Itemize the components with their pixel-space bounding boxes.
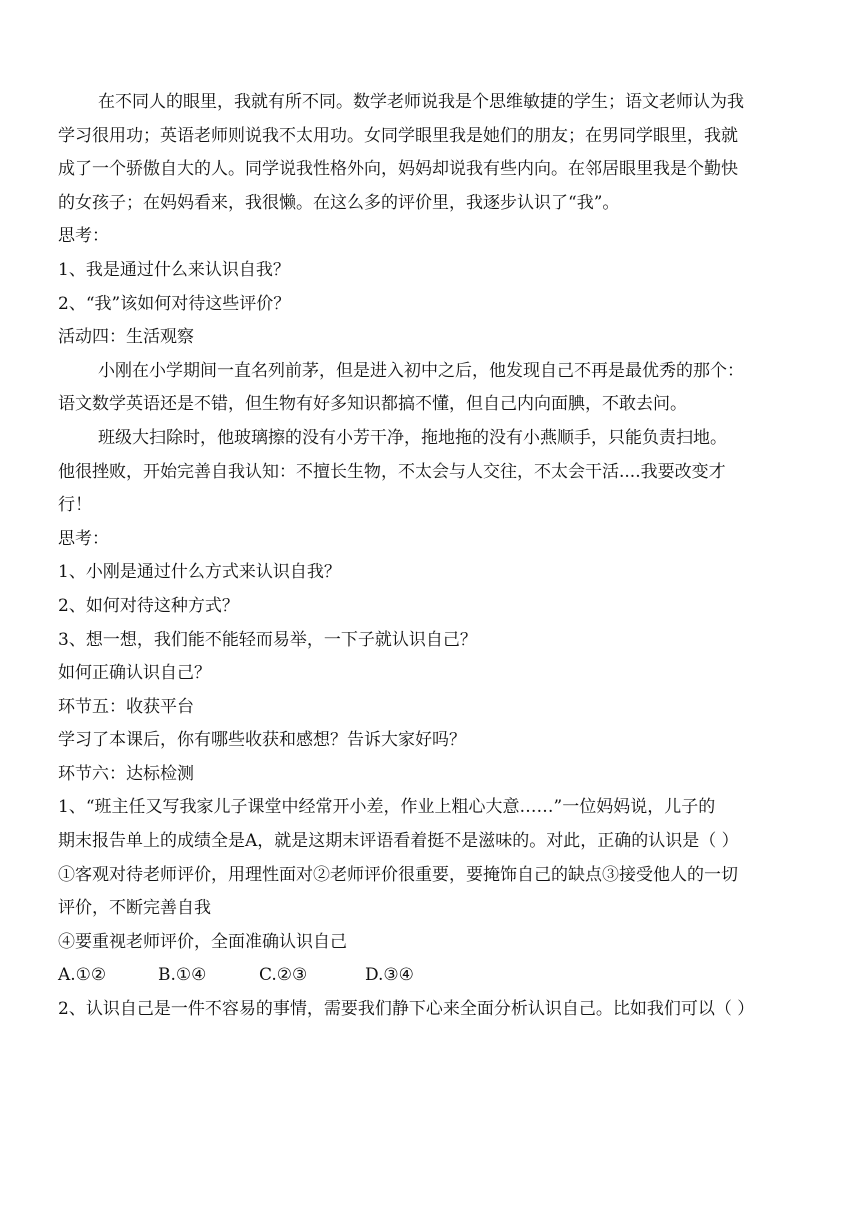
paragraph-line-1: 在不同人的眼里，我就有所不同。数学老师说我是个思维敏捷的学生；语文老师认为我 bbox=[98, 92, 744, 112]
paragraph-line-2: 学习很用功；英语老师则说我不太用功。女同学眼里我是她们的朋友；在男同学眼里，我就 bbox=[58, 125, 738, 146]
story-line-2: 语文数学英语还是不错，但生物有好多知识都搞不懂，但自己内向面腆，不敢去问。 bbox=[58, 394, 687, 415]
section-six-heading: 环节六：达标检测 bbox=[58, 763, 194, 784]
section-five-prompt: 学习了本课后，你有哪些收获和感想？告诉大家好吗？ bbox=[58, 730, 466, 751]
section-five-heading: 环节五：收获平台 bbox=[58, 696, 194, 717]
question-2-4: 如何正确认识自己？ bbox=[58, 663, 211, 684]
question-1-1: 1、我是通过什么来认识自我？ bbox=[58, 259, 290, 280]
question-1-2: 2、“我”该如何对待这些评价？ bbox=[58, 293, 291, 314]
story-line-1: 小刚在小学期间一直名列前茅，但是进入初中之后，他发现自己不再是最优秀的那个： bbox=[98, 360, 744, 381]
document-body bbox=[58, 86, 804, 1027]
story-line-4: 他很挫败，开始完善自我认知：不擅长生物，不太会与人交往，不太会干活....我要改变才 bbox=[58, 461, 726, 482]
option-a: A.①② bbox=[58, 965, 107, 986]
question-2-1: 1、小刚是通过什么方式来认识自我？ bbox=[58, 562, 341, 583]
option-b: B.①④ bbox=[158, 965, 207, 986]
option-d: D.③④ bbox=[365, 965, 414, 986]
story-line-5: 行！ bbox=[58, 495, 92, 516]
paragraph-line-3: 成了一个骄傲自大的人。同学说我性格外向，妈妈却说我有些内向。在邻居眼里我是个勤快 bbox=[58, 159, 738, 180]
question-2-2: 2、如何对待这种方式？ bbox=[58, 595, 239, 616]
exercise-1-statements-2: 评价，不断完善自我 bbox=[58, 898, 211, 919]
activity-four-heading: 活动四：生活观察 bbox=[58, 327, 194, 348]
option-c: C.②③ bbox=[259, 965, 308, 986]
think-heading-2: 思考： bbox=[58, 528, 109, 549]
story-line-3: 班级大扫除时，他玻璃擦的没有小芳干净，拖地拖的没有小燕顺手，只能负责扫地。 bbox=[98, 427, 727, 448]
exercise-1-line-1: 1、“班主任又写我家儿子课堂中经常开小差，作业上粗心大意……”一位妈妈说，儿子的 bbox=[58, 797, 716, 818]
exercise-1-options bbox=[58, 959, 804, 993]
paragraph-line-4: 的女孩子；在妈妈看来，我很懒。在这么多的评价里，我逐步认识了“我”。 bbox=[58, 192, 620, 213]
exercise-1-statements-1: ①客观对待老师评价，用理性面对②老师评价很重要，要掩饰自己的缺点③接受他人的一切 bbox=[58, 864, 738, 885]
exercise-2-line-1: 2、认识自己是一件不容易的事情，需要我们静下心来全面分析认识自己。比如我们可以（ ） bbox=[58, 999, 755, 1020]
question-2-3: 3、想一想，我们能不能轻而易举，一下子就认识自己？ bbox=[58, 629, 477, 650]
exercise-1-statements-3: ④要重视老师评价，全面准确认识自己 bbox=[58, 931, 347, 952]
think-heading-1: 思考： bbox=[58, 226, 109, 247]
exercise-1-line-2: 期末报告单上的成绩全是A，就是这期末评语看着挺不是滋味的。对此，正确的认识是（ ） bbox=[58, 831, 739, 852]
